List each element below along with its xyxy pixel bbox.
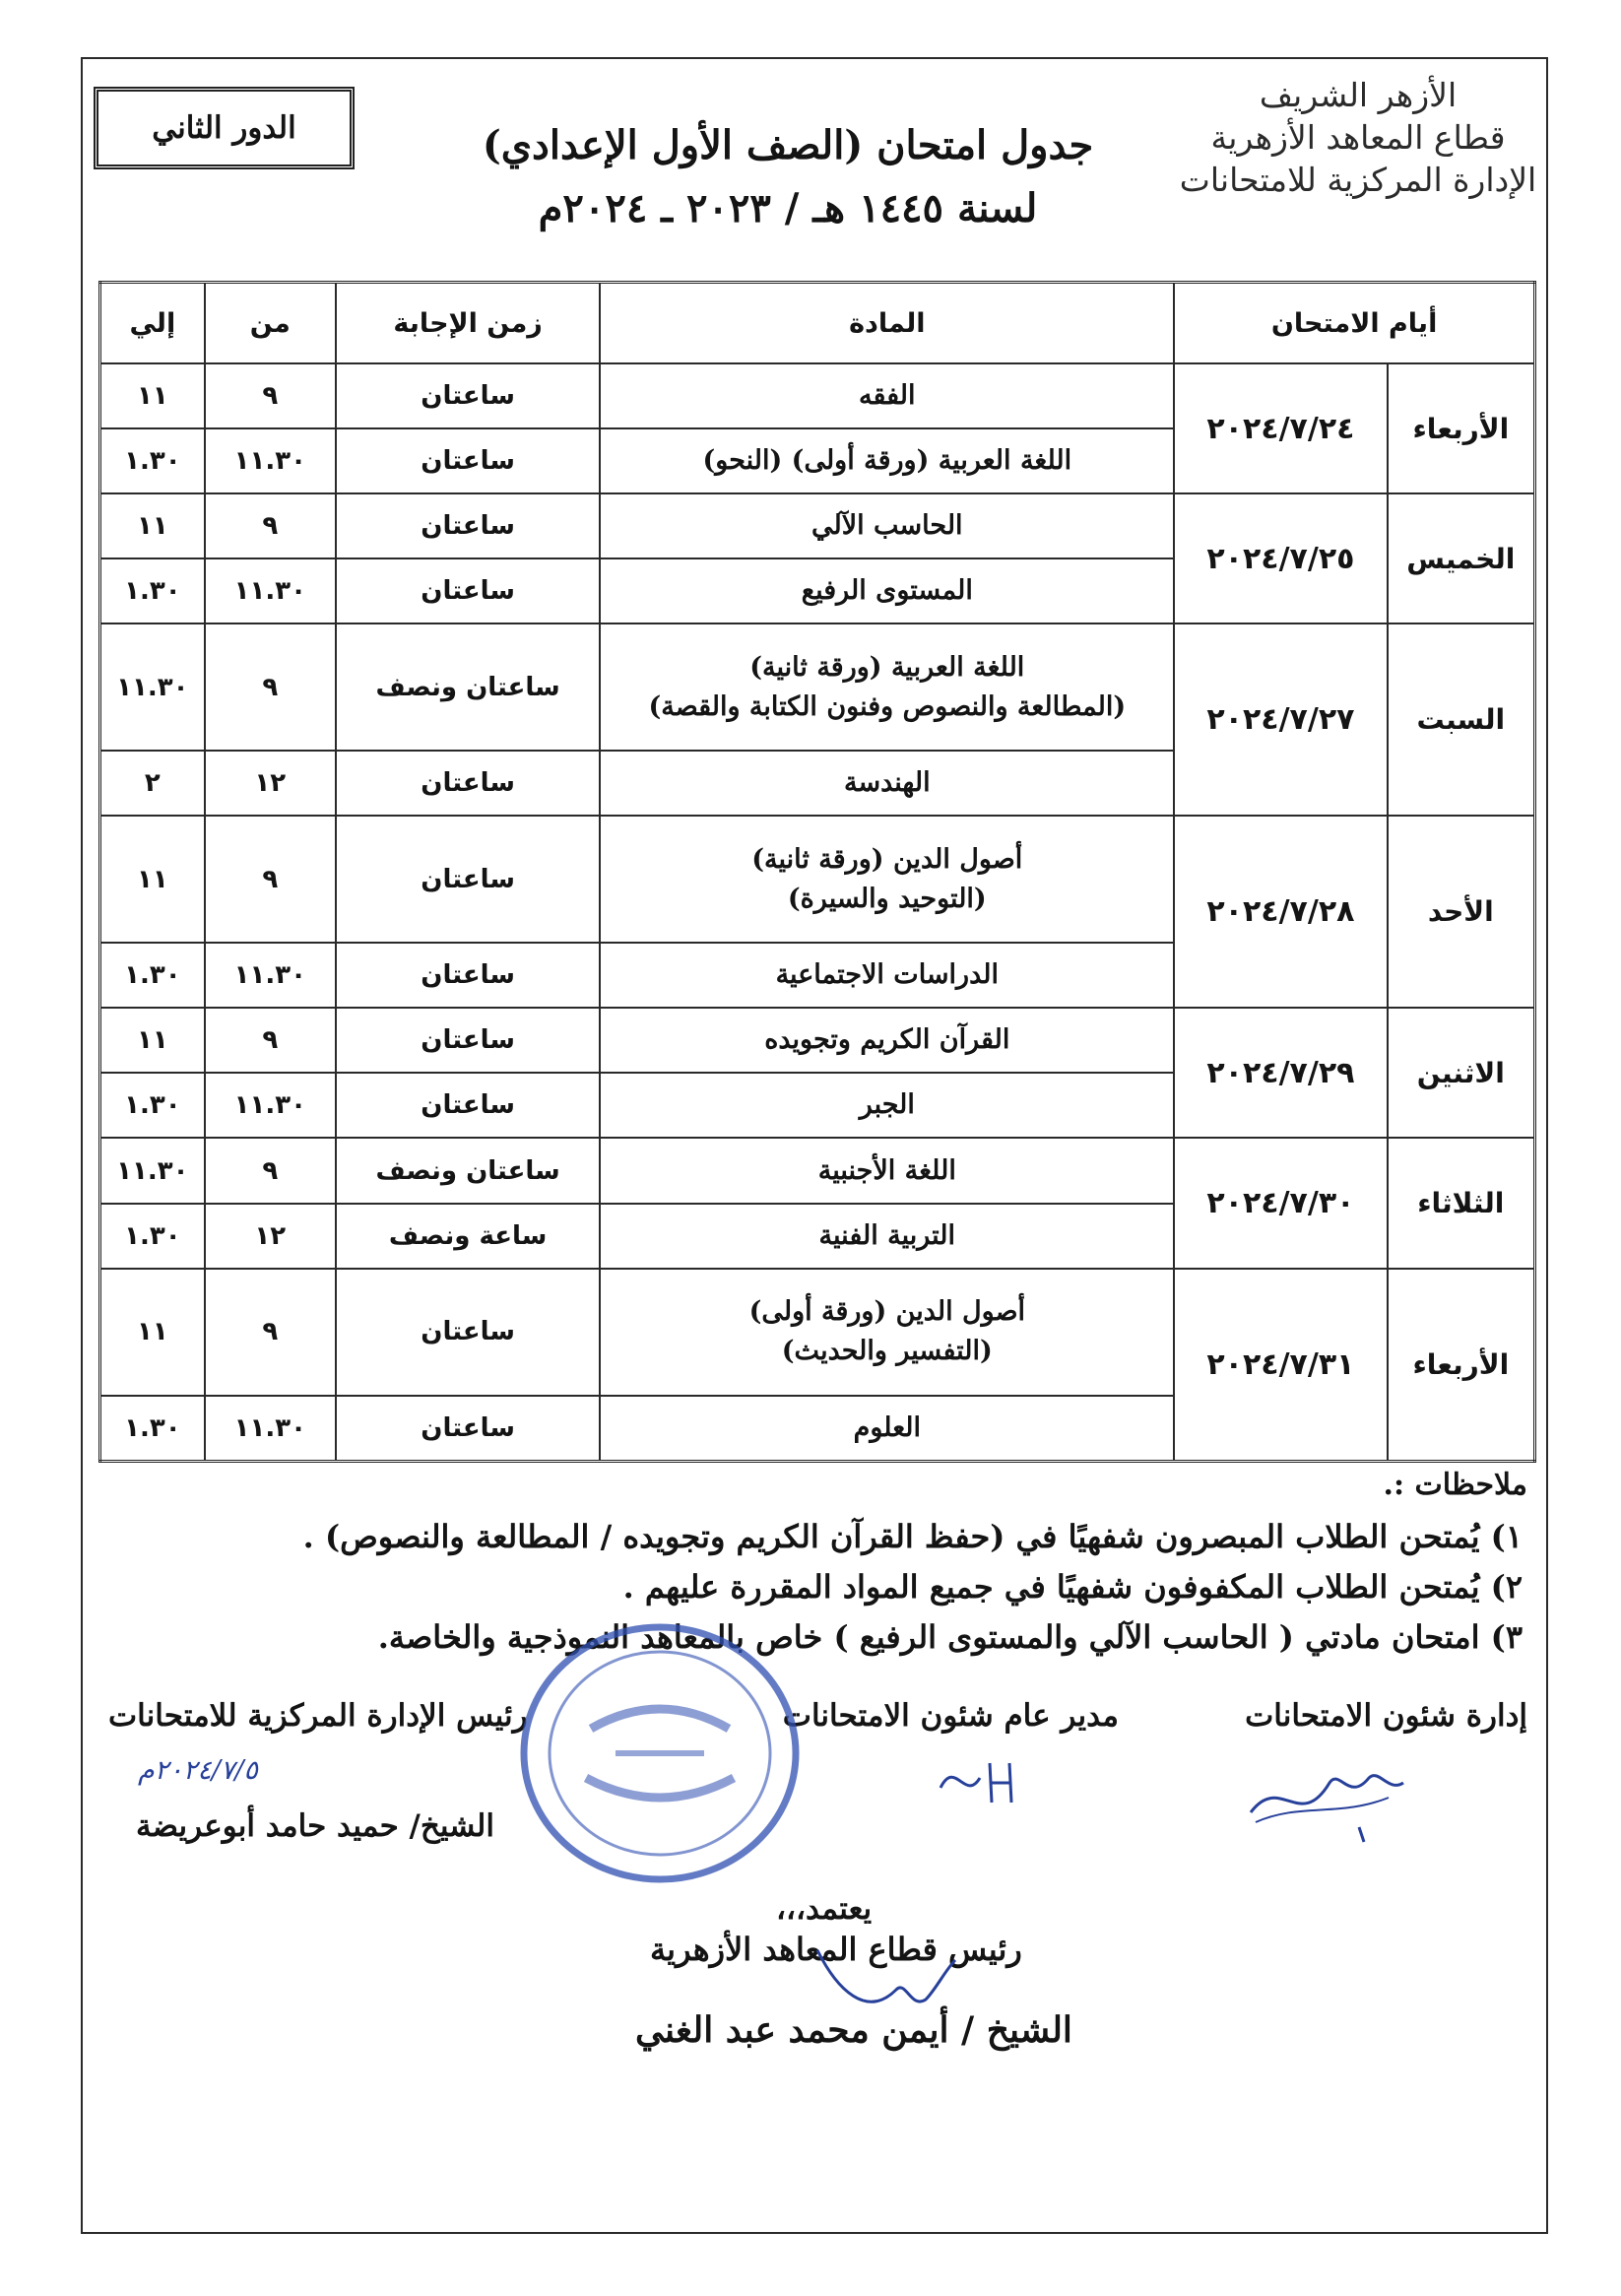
note-item: ٣) امتحان مادتي ( الحاسب الآلي والمستوى الرفيع ) خاص بالمعاهد النموذجية والخاصة.	[377, 1618, 1523, 1656]
subject-line: الدراسات الاجتماعية	[775, 959, 999, 991]
from-cell: ٩	[205, 1138, 336, 1203]
from-cell: ١٢	[205, 1204, 336, 1269]
subject-line: (التوحيد والسيرة)	[787, 883, 987, 914]
subject-line: الفقه	[859, 380, 916, 412]
from-cell: ١١.٣٠	[205, 428, 336, 493]
year-line: لسنة ١٤٤٥ هـ / ٢٠٢٣ ـ ٢٠٢٤م	[538, 185, 1038, 231]
to-cell: ١.٣٠	[100, 1204, 205, 1269]
subject-line: أصول الدين (ورقة ثانية)	[751, 843, 1023, 875]
to-cell: ١١.٣٠	[100, 1138, 205, 1203]
header-duration: زمن الإجابة	[336, 283, 601, 364]
date-cell: ٢٠٢٤/٧/٣٠	[1174, 1138, 1387, 1268]
subject-line: الجبر	[859, 1089, 915, 1121]
date-cell: ٢٠٢٤/٧/٢٥	[1174, 493, 1387, 623]
duration-cell: ساعتان	[336, 558, 601, 623]
from-cell: ١١.٣٠	[205, 1073, 336, 1138]
subject-line: (المطالعة والنصوص وفنون الكتابة والقصة)	[648, 690, 1127, 722]
date-cell: ٢٠٢٤/٧/٣١	[1174, 1269, 1387, 1462]
to-cell: ١١	[100, 1008, 205, 1073]
day-cell: الخميس	[1388, 493, 1535, 623]
table-row	[100, 623, 1535, 751]
duration-cell: ساعتان	[336, 751, 601, 816]
duration-cell: ساعتان	[336, 363, 601, 428]
approve-label: يعتمد،،،	[776, 1891, 873, 1927]
subject-line: اللغة العربية (ورقة ثانية)	[749, 651, 1025, 683]
date-cell: ٢٠٢٤/٧/٢٧	[1174, 623, 1387, 816]
from-cell: ٩	[205, 816, 336, 943]
to-cell: ١١	[100, 816, 205, 943]
sector-head-signature	[808, 1931, 965, 2039]
subject-cell	[600, 493, 1174, 558]
authority-line-2: قطاع المعاهد الأزهرية	[1210, 118, 1506, 157]
table-row	[100, 363, 1535, 428]
table-header-row	[100, 283, 1535, 364]
subject-cell	[600, 623, 1174, 751]
title-line: جدول امتحان (الصف الأول الإعدادي)	[482, 122, 1094, 168]
from-cell: ٩	[205, 493, 336, 558]
signature-head-central: رئيس الإدارة المركزية للامتحانات	[108, 1698, 528, 1734]
from-cell: ١٢	[205, 751, 336, 816]
day-cell: الأحد	[1388, 816, 1535, 1008]
notes-title: ملاحظات :.	[1383, 1468, 1527, 1502]
table-row	[100, 816, 1535, 943]
subject-line: المستوى الرفيع	[801, 575, 973, 607]
round-label: الدور الثاني	[94, 87, 355, 169]
document-title	[394, 114, 1182, 240]
to-cell: ١.٣٠	[100, 428, 205, 493]
table-row	[100, 1008, 1535, 1073]
sector-head-title: رئيس قطاع المعاهد الأزهرية	[650, 1931, 1022, 1968]
from-cell: ١١.٣٠	[205, 1396, 336, 1462]
from-cell: ٩	[205, 363, 336, 428]
from-cell: ٩	[205, 1008, 336, 1073]
to-cell: ١.٣٠	[100, 943, 205, 1008]
duration-cell: ساعتان	[336, 1269, 601, 1396]
subject-line: أصول الدين (ورقة أولى)	[748, 1296, 1026, 1328]
from-cell: ١١.٣٠	[205, 943, 336, 1008]
authority-line-1: الأزهر الشريف	[1259, 76, 1458, 114]
subject-cell	[600, 1396, 1174, 1462]
from-cell: ٩	[205, 1269, 336, 1396]
subject-cell	[600, 1204, 1174, 1269]
head-name: الشيخ/ حميد حامد أبوعريضة	[136, 1808, 494, 1844]
to-cell: ٢	[100, 751, 205, 816]
to-cell: ١١	[100, 1269, 205, 1396]
date-cell: ٢٠٢٤/٧/٢٤	[1174, 363, 1387, 493]
signature-exam-affairs: إدارة شئون الامتحانات	[1245, 1698, 1527, 1734]
header-from: من	[205, 283, 336, 364]
subject-cell	[600, 558, 1174, 623]
day-cell: الأربعاء	[1388, 363, 1535, 493]
subject-line: اللغة العربية (ورقة أولى) (النحو)	[702, 445, 1072, 477]
header-to: إلي	[100, 283, 205, 364]
from-cell: ٩	[205, 623, 336, 751]
duration-cell: ساعة ونصف	[336, 1204, 601, 1269]
subject-cell	[600, 428, 1174, 493]
table-body	[100, 363, 1535, 1462]
table-row	[100, 1138, 1535, 1203]
duration-cell: ساعتان	[336, 1073, 601, 1138]
day-cell: الثلاثاء	[1388, 1138, 1535, 1268]
sector-head-name: الشيخ / أيمن محمد عبد الغني	[635, 2009, 1072, 2051]
subject-line: (التفسير والحديث)	[781, 1336, 993, 1367]
subject-cell	[600, 816, 1174, 943]
day-cell: السبت	[1388, 623, 1535, 816]
exam-schedule-table	[98, 281, 1536, 1463]
subject-cell	[600, 363, 1174, 428]
authority-line-3: الإدارة المركزية للامتحانات	[1179, 161, 1537, 199]
day-cell: الاثنين	[1388, 1008, 1535, 1138]
subject-line: القرآن الكريم وتجويده	[764, 1024, 1010, 1056]
handwritten-date: ٢٠٢٤/٧/٥م	[138, 1755, 258, 1786]
duration-cell: ساعتان	[336, 1396, 601, 1462]
official-stamp	[517, 1620, 803, 1886]
duration-cell: ساعتان	[336, 428, 601, 493]
to-cell: ١١.٣٠	[100, 623, 205, 751]
subject-cell	[600, 1073, 1174, 1138]
date-cell: ٢٠٢٤/٧/٢٩	[1174, 1008, 1387, 1138]
day-cell: الأربعاء	[1388, 1269, 1535, 1462]
authority-header	[1177, 74, 1539, 201]
subject-cell	[600, 1138, 1174, 1203]
table-row	[100, 493, 1535, 558]
subject-cell	[600, 751, 1174, 816]
to-cell: ١.٣٠	[100, 558, 205, 623]
subject-line: الحاسب الآلي	[811, 510, 963, 542]
subject-cell	[600, 943, 1174, 1008]
duration-cell: ساعتان	[336, 816, 601, 943]
note-item: ٢) يُمتحن الطلاب المكفوفون شفهيًا في جميع المواد المقررة عليهم .	[622, 1568, 1523, 1606]
duration-cell: ساعتان ونصف	[336, 623, 601, 751]
date-cell: ٢٠٢٤/٧/٢٨	[1174, 816, 1387, 1008]
subject-cell	[600, 1269, 1174, 1396]
note-item: ١) يُمتحن الطلاب المبصرون شفهيًا في (حفظ القرآن الكريم وتجويده / المطالعة والنصوص) .	[302, 1518, 1523, 1555]
signature-general-manager: مدير عام شئون الامتحانات	[782, 1698, 1119, 1734]
header-subject: المادة	[600, 283, 1174, 364]
header-days: أيام الامتحان	[1174, 283, 1534, 364]
to-cell: ١.٣٠	[100, 1073, 205, 1138]
table-row	[100, 1269, 1535, 1396]
to-cell: ١.٣٠	[100, 1396, 205, 1462]
subject-line: العلوم	[853, 1411, 921, 1443]
to-cell: ١١	[100, 493, 205, 558]
exam-affairs-signature	[1241, 1743, 1408, 1852]
duration-cell: ساعتان	[336, 1008, 601, 1073]
from-cell: ١١.٣٠	[205, 558, 336, 623]
to-cell: ١١	[100, 363, 205, 428]
duration-cell: ساعتان ونصف	[336, 1138, 601, 1203]
subject-line: اللغة الأجنبية	[817, 1154, 956, 1186]
notes-list	[104, 1512, 1523, 1663]
duration-cell: ساعتان	[336, 493, 601, 558]
duration-cell: ساعتان	[336, 943, 601, 1008]
subject-cell	[600, 1008, 1174, 1073]
subject-line: الهندسة	[843, 767, 931, 799]
subject-line: التربية الفنية	[818, 1219, 956, 1251]
general-manager-signature	[931, 1748, 1039, 1817]
